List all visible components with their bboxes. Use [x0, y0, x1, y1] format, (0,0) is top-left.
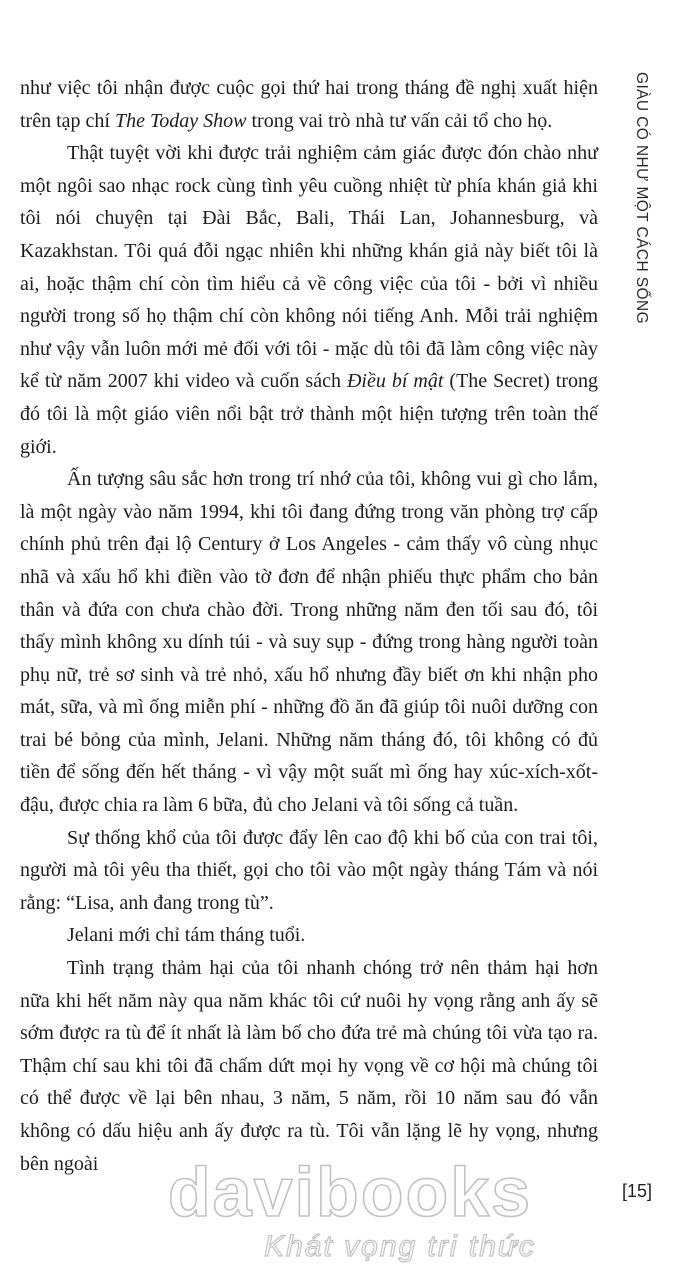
running-title: GIÀU CÓ NHƯ MỘT CÁCH SỐNG	[633, 72, 650, 325]
paragraph	[20, 919, 598, 952]
text-run: như việc tôi nhận được cuộc gọi thứ hai trong tháng đề nghị xuất hiện trên tạp chí	[20, 77, 598, 132]
text-run: Thật tuyệt vời khi được trải nghiệm cảm giác được đón chào như một ngôi sao nhạc rock cùng tình yêu cuồng nhiệt từ phía khán giả khi tôi nói chuyện tại Đài Bắc, Bali, Thái Lan, Johannesburg, và Kazakhstan. Tôi quá đỗi ngạc nhiên khi những khán giả này biết tôi là ai, hoặc thậm chí còn tìm hiểu cả về công việc của tôi - bởi vì nhiều người trong số họ thậm chí còn không nói tiếng Anh. Mỗi trải nghiệm như vậy vẫn luôn mới mẻ đối với tôi - mặc dù tôi đã làm công việc này kể từ năm 2007 khi video và cuốn sách	[20, 142, 598, 393]
text-run: (The Secret) trong đó tôi là một giáo viên nổi bật trở thành một hiện tượng trên toàn thế giới.	[20, 370, 598, 458]
watermark-brand: davibooks	[167, 1164, 533, 1231]
page-number: [15]	[622, 1181, 653, 1201]
text-run: trong vai trò nhà tư vấn cải tổ cho họ.	[246, 109, 553, 132]
text-run: Ấn tượng sâu sắc hơn trong trí nhớ của tôi, không vui gì cho lắm, là một ngày vào năm 1994, khi tôi đang đứng trong văn phòng trợ cấp chính phủ trên đại lộ Century ở Los Angeles - cảm thấy vô cùng nhục nhã và xấu hổ khi điền vào tờ đơn để nhận phiếu thực phẩm cho bản thân và đứa con chưa chào đời. Trong những năm đen tối sau đó, tôi thấy mình không xu dính túi - và suy sụp - đứng trong hàng người toàn phụ nữ, trẻ sơ sinh và trẻ nhỏ, xấu hổ nhưng đầy biết ơn khi nhận pho mát, sữa, và mì ống miễn phí - những đồ ăn đã giúp tôi nuôi dưỡng con trai bé bỏng của mình, Jelani. Những năm tháng đó, tôi không có đủ tiền để sống đến hết tháng - vì vậy một suất mì ống hay xúc-xích-xốt-đậu, được chia ra làm 6 bữa, đủ cho Jelani và tôi sống cả tuần.	[20, 468, 598, 817]
paragraph	[20, 822, 598, 920]
text-run: Tình trạng thảm hại của tôi nhanh chóng trở nên thảm hại hơn nữa khi hết năm này qua năm khác tôi cứ nuôi hy vọng rằng anh ấy sẽ sớm được ra tù để ít nhất là làm bố cho đứa trẻ mà chúng tôi vừa tạo ra. Thậm chí sau khi tôi đã chấm dứt mọi hy vọng về cơ hội mà chúng tôi có thể được về lại bên nhau, 3 năm, 5 năm, rồi 10 năm sau đó vẫn không có dấu hiệu anh ấy được ra tù. Tôi vẫn lặng lẽ hy vọng, nhưng bên ngoài	[20, 957, 598, 1175]
paragraph	[20, 137, 598, 463]
text-run: Jelani mới chỉ tám tháng tuổi.	[67, 924, 306, 947]
paragraph	[20, 952, 598, 1180]
italic-text-run: Điều bí mật	[346, 370, 444, 393]
paragraph	[20, 463, 598, 822]
text-run: Sự thống khổ của tôi được đẩy lên cao độ khi bố của con trai tôi, người mà tôi yêu tha thiết, gọi cho tôi vào một ngày tháng Tám và nói rằng: “Lisa, anh đang trong tù”.	[20, 826, 598, 914]
watermark-tagline: Khát vọng tri thức	[264, 1230, 536, 1263]
body-text	[20, 72, 598, 1180]
italic-text-run: The Today Show	[114, 109, 247, 132]
paragraph	[20, 72, 598, 137]
